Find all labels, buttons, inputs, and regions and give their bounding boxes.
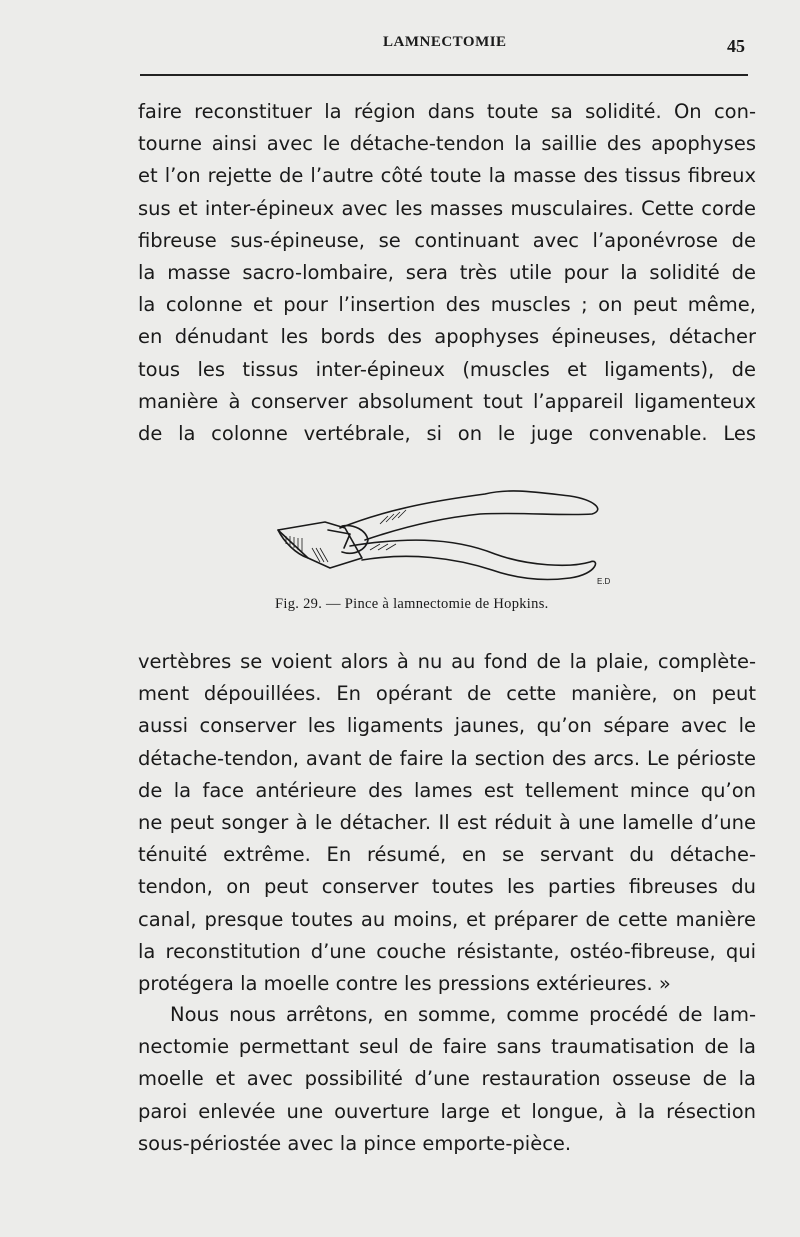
text-line: paroi enlevée une ouverture large et longue, à la résection xyxy=(138,1099,756,1123)
paragraph-bottom xyxy=(138,999,756,1160)
text-line: faire reconstituer la région dans toute sa solidité. On con- xyxy=(138,100,756,123)
text-line: et l’on rejette de l’autre côté toute la masse des tissus fibreux xyxy=(138,164,756,188)
paragraph-top xyxy=(138,96,756,450)
header-rule xyxy=(140,74,748,76)
text-line: de la colonne vertébrale, si on le juge convenable. Les xyxy=(138,421,756,445)
text-line: tendon, on peut conserver toutes les parties fibreuses du xyxy=(138,875,756,899)
running-header: LAMNECTOMIE xyxy=(383,34,507,50)
text-line: canal, presque toutes au moins, et préparer de cette manière xyxy=(138,907,756,931)
text-line: aussi conserver les ligaments jaunes, qu’on sépare avec le xyxy=(138,714,756,738)
text-line: ne peut songer à le détacher. Il est réduit à une lamelle d’une xyxy=(138,810,756,834)
page-number: 45 xyxy=(727,36,745,56)
text-line: manière à conserver absolument tout l’appareil ligamenteux xyxy=(138,389,756,413)
illustrator-initials: E.D xyxy=(597,577,611,586)
text-line: vertèbres se voient alors à nu au fond de la plaie, complète- xyxy=(138,650,756,673)
text-line: de la face antérieure des lames est tellement mince qu’on xyxy=(138,778,756,802)
text-line: sus et inter-épineux avec les masses musculaires. Cette corde xyxy=(138,196,756,220)
text-line: la colonne et pour l’insertion des muscles ; on peut même, xyxy=(138,293,756,317)
text-line: moelle et avec possibilité d’une restauration osseuse de la xyxy=(138,1067,756,1091)
text-line: ment dépouillées. En opérant de cette manière, on peut xyxy=(138,682,756,706)
text-line: sous-périostée avec la pince emporte-pièce. xyxy=(138,1131,572,1155)
text-line: ténuité extrême. En résumé, en se servant du détache- xyxy=(138,843,756,867)
text-line: Nous nous arrêtons, en somme, comme procédé de lam- xyxy=(170,1003,756,1026)
text-line: fibreuse sus-épineuse, se continuant avec l’aponévrose de xyxy=(138,228,756,252)
text-line: la masse sacro-lombaire, sera très utile pour la solidité de xyxy=(138,260,756,284)
figure-caption: Fig. 29. — Pince à lamnectomie de Hopkins. xyxy=(275,596,549,612)
text-line: la reconstitution d’une couche résistante, ostéo-fibreuse, qui xyxy=(138,939,756,963)
text-line: tous les tissus inter-épineux (muscles et ligaments), de xyxy=(138,357,756,381)
pliers-illustration xyxy=(270,478,630,588)
text-line: tourne ainsi avec le détache-tendon la saillie des apophyses xyxy=(138,132,756,156)
text-line: protégera la moelle contre les pressions extérieures. » xyxy=(138,971,671,995)
text-line: en dénudant les bords des apophyses épineuses, détacher xyxy=(138,325,756,349)
paragraph-middle xyxy=(138,646,756,1000)
text-line: nectomie permettant seul de faire sans traumatisation de la xyxy=(138,1035,756,1059)
text-line: détache-tendon, avant de faire la section des arcs. Le périoste xyxy=(138,746,756,770)
